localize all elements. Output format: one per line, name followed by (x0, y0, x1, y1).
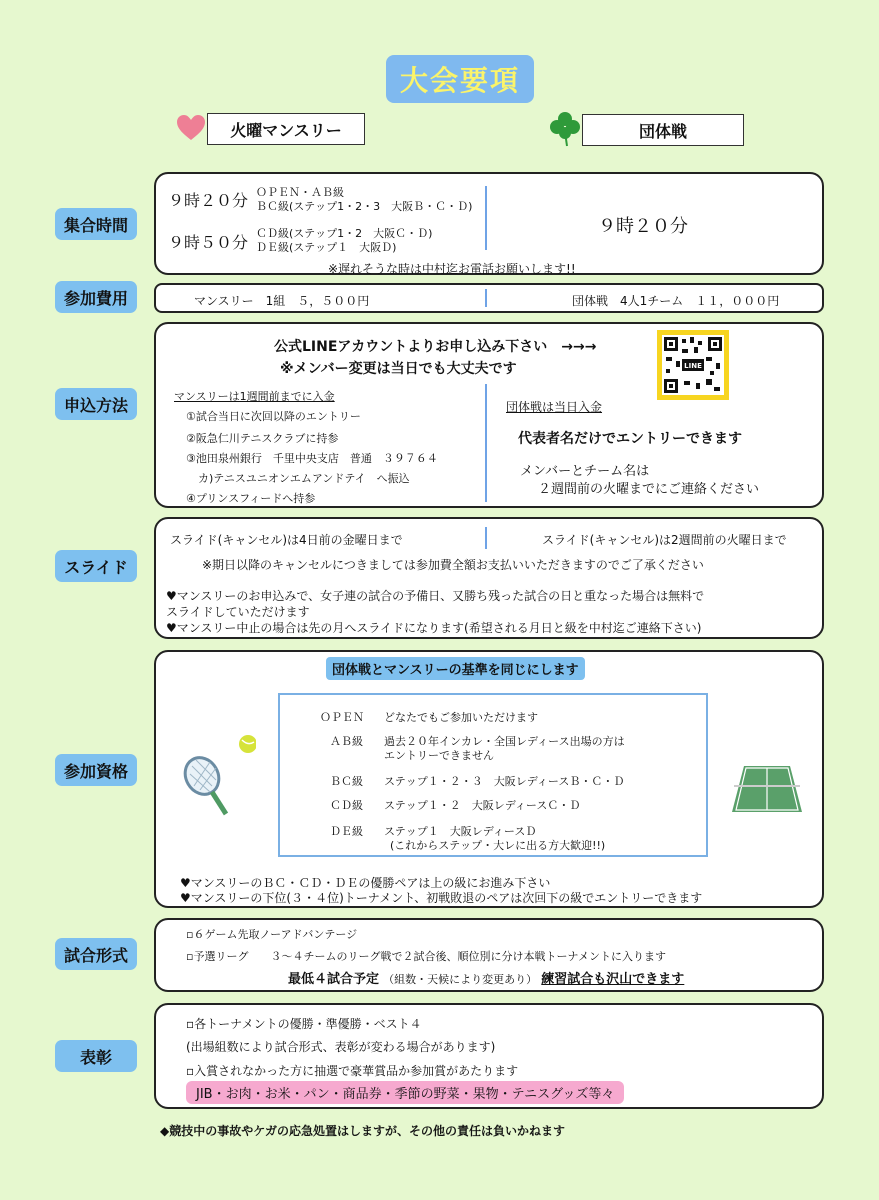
qualification-header: 団体戦とマンスリーの基準を同じにします (326, 657, 585, 680)
fee-monthly: マンスリー 1組 ５，５００円 (194, 294, 370, 308)
format-weather-note: （組数・天候により変更あり） (383, 973, 538, 986)
page-title: 大会要項 (386, 55, 534, 103)
time1-line2: ＢＣ級(ステップ1・2・3 大阪Ｂ・Ｃ・Ｄ) (256, 200, 473, 213)
label-award: 表彰 (55, 1040, 137, 1072)
label-fee: 参加費用 (55, 281, 137, 313)
slide-note: ※期日以降のキャンセルにつきましては参加費全額お支払いいただきますのでご了承ください (202, 558, 704, 572)
clover-icon (549, 110, 581, 148)
time1-line1: ＯＰＥＮ・ＡＢ級 (256, 186, 344, 199)
grade-ab-desc: 過去２０年インカレ・全国レディース出場の方は (384, 735, 625, 748)
heart-icon (176, 114, 206, 142)
slide-monthly: スライド(キャンセル)は4日前の金曜日まで (170, 533, 403, 547)
divider (485, 527, 487, 549)
team-header: 団体戦 (582, 114, 744, 146)
qualification-section (154, 650, 824, 908)
slide-bullet1b: スライドしていただけます (166, 605, 310, 619)
monthly-apply-head: マンスリーは1週間前までに入金 (174, 390, 335, 403)
grade-cd-desc: ステップ１・２ 大阪レディースＣ・Ｄ (384, 799, 581, 812)
divider (485, 186, 487, 250)
team-time: ９時２０分 (598, 216, 688, 237)
monthly-apply-item-4: カ)テニスユニオンエムアンドテイ へ振込 (198, 472, 410, 485)
grade-de-desc2: (これからステップ・大レに出る方大歓迎!!) (390, 839, 606, 852)
monthly-apply-item-2: ②阪急仁川テニスクラブに持参 (186, 432, 339, 445)
fee-team: 団体戦 4人1チーム １１，０００円 (572, 294, 780, 308)
format-min-matches: 最低４試合予定 (288, 972, 380, 987)
grade-bc-desc: ステップ１・２・３ 大阪レディースＢ・Ｃ・Ｄ (384, 775, 625, 788)
time2-line1: ＣＤ級(ステップ1・2 大阪Ｃ・Ｄ) (256, 227, 433, 240)
award-line2: (出場組数により試合形式、表彰が変わる場合があります) (186, 1040, 496, 1054)
format-line2: ▫予選リーグ ３～４チームのリーグ戦で２試合後、順位別に分け本戦トーナメントに入ります (186, 950, 667, 963)
monthly-header: 火曜マンスリー (207, 113, 365, 145)
assembly-section (154, 172, 824, 275)
divider (485, 384, 487, 502)
tennis-racket-icon (180, 730, 256, 820)
qr-code-icon (657, 330, 729, 400)
apply-section (154, 322, 824, 508)
qualification-note1: ♥マンスリーのＢＣ・ＣＤ・ＤＥの優勝ペアは上の級にお進み下さい (180, 876, 551, 890)
format-section (154, 918, 824, 992)
grade-bc: ＢＣ級 (330, 775, 363, 788)
label-format: 試合形式 (55, 938, 137, 970)
divider (485, 289, 487, 307)
label-apply: 申込方法 (55, 388, 137, 420)
apply-line1: 公式LINEアカウントよりお申し込み下さい →→→ (274, 339, 597, 355)
grade-table (278, 693, 708, 857)
fee-section (154, 283, 824, 313)
grade-open: ＯＰＥＮ (320, 711, 364, 724)
award-line1: ▫各トーナメントの優勝・準優勝・ベスト４ (186, 1017, 422, 1031)
award-prizes: JIB・お肉・お米・パン・商品券・季節の野菜・果物・テニスグッズ等々 (186, 1081, 624, 1104)
award-section (154, 1003, 824, 1109)
label-assembly: 集合時間 (55, 208, 137, 240)
slide-section (154, 517, 824, 639)
monthly-apply-item-5: ④プリンスフィードへ持参 (186, 492, 316, 505)
footer-disclaimer: ◆競技中の事故やケガの応急処置はしますが、その他の責任は負いかねます (160, 1124, 565, 1138)
label-slide: スライド (55, 550, 137, 582)
format-line1: ▫６ゲーム先取ノーアドバンテージ (186, 928, 358, 941)
team-apply-line2: メンバーとチーム名は (520, 464, 650, 479)
monthly-apply-item-1: ①試合当日に次回以降のエントリー (186, 410, 361, 423)
grade-de: ＤＥ級 (330, 825, 363, 838)
award-line3: ▫入賞されなかった方に抽選で豪華賞品か参加賞があたります (186, 1064, 519, 1078)
qualification-note2: ♥マンスリーの下位(３・４位)トーナメント、初戦敗退のペアは次回下の級でエントリーできます (180, 891, 703, 905)
late-note: ※遅れそうな時は中村迄お電話お願いします!! (328, 262, 576, 276)
qr-line-text: LINE (684, 362, 702, 370)
team-apply-line1: 代表者名だけでエントリーできます (518, 431, 742, 447)
time2: ９時５０分 (168, 233, 249, 252)
grade-ab-desc2: エントリーできません (384, 749, 494, 762)
format-practice: 練習試合も沢山できます (541, 972, 685, 987)
slide-team: スライド(キャンセル)は2週間前の火曜日まで (542, 533, 787, 547)
monthly-apply-item-3: ③池田泉州銀行 千里中央支店 普通 ３９７６４ (186, 452, 438, 465)
grade-open-desc: どなたでもご参加いただけます (384, 711, 538, 724)
label-qualification: 参加資格 (55, 754, 137, 786)
apply-line2: ※メンバー変更は当日でも大丈夫です (280, 361, 517, 377)
time1: ９時２０分 (168, 191, 249, 210)
grade-de-desc: ステップ１ 大阪レディースＤ (384, 825, 537, 838)
format-line3 (288, 968, 684, 987)
slide-bullet1a: ♥マンスリーのお申込みで、女子連の試合の予備日、又勝ち残った試合の日と重なった場合は無料で (166, 589, 705, 603)
grade-ab: ＡＢ級 (330, 735, 363, 748)
tennis-court-icon (732, 764, 802, 814)
time2-line2: ＤＥ級(ステップ１ 大阪Ｄ) (256, 241, 397, 254)
slide-bullet2: ♥マンスリー中止の場合は先の月へスライドになります(希望される月日と級を中村迄ご連絡下さい) (166, 621, 702, 635)
team-apply-line3: ２週間前の火曜までにご連絡ください (538, 482, 760, 497)
grade-cd: ＣＤ級 (330, 799, 363, 812)
team-apply-head: 団体戦は当日入金 (506, 400, 603, 414)
